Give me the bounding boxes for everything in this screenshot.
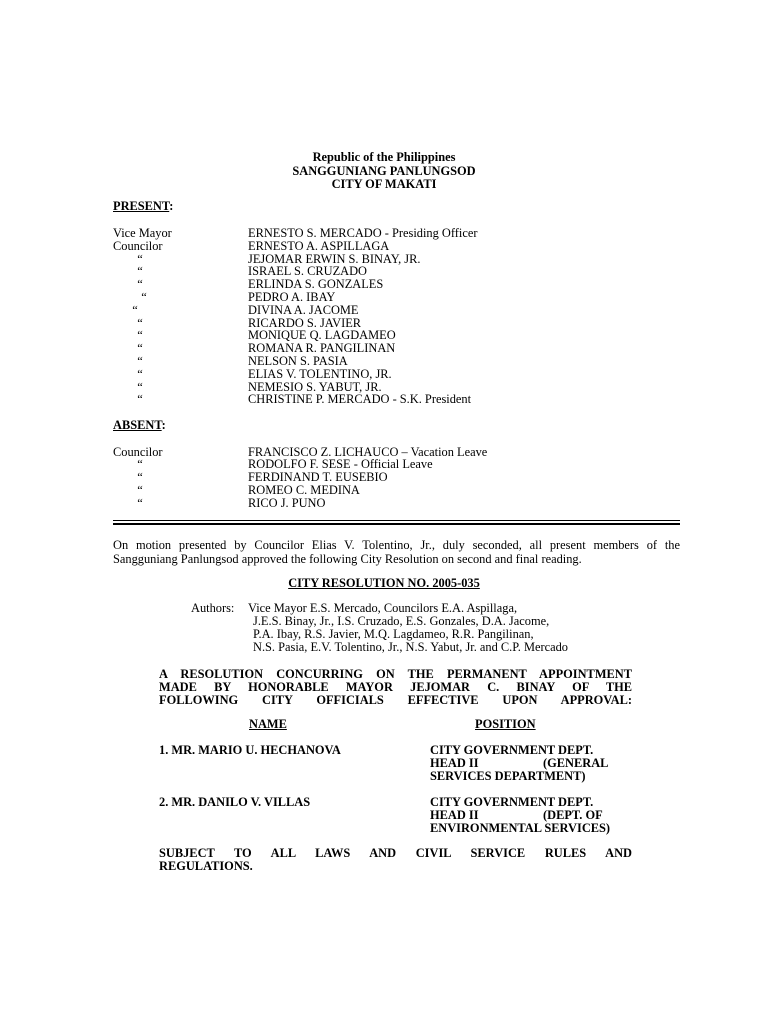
header-republic: Republic of the Philippines xyxy=(312,150,456,164)
absent-ditto: “ xyxy=(137,495,143,510)
subject-line-2: REGULATIONS. xyxy=(159,859,253,873)
position-line-3: ENVIRONMENTAL SERVICES) xyxy=(430,821,611,835)
present-name: ERLINDA S. GONZALES xyxy=(248,277,384,292)
absent-name: FERDINAND T. EUSEBIO xyxy=(248,470,388,485)
present-name: NELSON S. PASIA xyxy=(248,354,348,368)
motion-line-2: Sangguniang Panlungsod approved the following City Resolution on second and final reading. xyxy=(113,551,582,566)
present-ditto: “ xyxy=(137,392,143,407)
present-name: NEMESIO S. YABUT, JR. xyxy=(248,379,382,394)
present-ditto: “ xyxy=(137,341,143,356)
authors-line: P.A. Ibay, R.S. Javier, M.Q. Lagdameo, R.R. Pangilinan, xyxy=(253,627,534,641)
position-head: HEAD II xyxy=(430,808,479,822)
absent-name: ROMEO C. MEDINA xyxy=(248,482,360,497)
absent-heading-colon: : xyxy=(161,418,166,432)
position-line-2 xyxy=(430,809,635,822)
position-line-3: SERVICES DEPARTMENT) xyxy=(430,769,586,783)
appointee-position xyxy=(430,744,630,783)
subject-clause xyxy=(159,847,632,873)
present-role: Vice Mayor xyxy=(113,226,172,240)
absent-ditto: “ xyxy=(137,482,143,497)
present-role: Councilor xyxy=(113,238,163,253)
header-city: CITY OF MAKATI xyxy=(331,177,437,191)
position-dept: (GENERAL xyxy=(543,756,609,770)
appointee-position xyxy=(430,796,635,835)
absent-ditto: “ xyxy=(137,457,143,472)
present-ditto: “ xyxy=(141,290,147,304)
present-name: PEDRO A. IBAY xyxy=(248,290,336,304)
absent-heading-text: ABSENT xyxy=(113,418,162,432)
present-ditto: “ xyxy=(137,379,143,394)
present-ditto: “ xyxy=(137,328,143,343)
document-header xyxy=(0,151,768,192)
present-ditto: “ xyxy=(137,315,143,330)
present-ditto: “ xyxy=(137,366,143,381)
present-name: ROMANA R. PANGILINAN xyxy=(248,341,396,356)
name-column-header: NAME xyxy=(249,717,287,731)
present-ditto: “ xyxy=(137,354,143,368)
position-dept: (DEPT. OF xyxy=(543,808,603,822)
authors-label: Authors: xyxy=(191,601,235,615)
present-name: RICARDO S. JAVIER xyxy=(248,315,362,330)
resolution-title-line-3: FOLLOWING CITY OFFICIALS EFFECTIVE UPON APPROVAL: xyxy=(159,693,632,707)
present-ditto: “ xyxy=(137,264,143,279)
present-ditto: “ xyxy=(137,251,143,266)
resolution-title-line-2: MADE BY HONORABLE MAYOR JEJOMAR C. BINAY OF THE xyxy=(159,680,632,694)
position-head: HEAD II xyxy=(430,756,479,770)
present-name: ERNESTO A. ASPILLAGA xyxy=(248,238,390,253)
position-column-header: POSITION xyxy=(475,717,536,731)
present-name: CHRISTINE P. MERCADO - S.K. President xyxy=(248,392,472,407)
present-name: ELIAS V. TOLENTINO, JR. xyxy=(248,366,392,381)
resolution-title-line-1: A RESOLUTION CONCURRING ON THE PERMANENT APPOINTMENT xyxy=(159,667,632,681)
absent-ditto: “ xyxy=(137,470,143,485)
motion-line-1: On motion presented by Councilor Elias V. Tolentino, Jr., duly seconded, all present members of the xyxy=(113,538,680,552)
position-line-1: CITY GOVERNMENT DEPT. xyxy=(430,743,594,757)
present-heading-colon: : xyxy=(169,199,174,213)
present-heading-text: PRESENT xyxy=(113,199,170,213)
divider-rule-top xyxy=(113,520,680,521)
present-name: MONIQUE Q. LAGDAMEO xyxy=(248,328,396,343)
subject-line-1: SUBJECT TO ALL LAWS AND CIVIL SERVICE RULES AND xyxy=(159,846,632,860)
absent-role: Councilor xyxy=(113,444,163,459)
divider-rule-bottom xyxy=(113,523,680,525)
absent-heading xyxy=(113,419,166,432)
position-line-2 xyxy=(430,757,630,770)
appointee-name: 2. MR. DANILO V. VILLAS xyxy=(159,795,311,809)
resolution-number: CITY RESOLUTION NO. 2005-035 xyxy=(288,576,480,590)
motion-paragraph xyxy=(113,539,680,566)
present-name: DIVINA A. JACOME xyxy=(248,302,359,317)
absent-name: FRANCISCO Z. LICHAUCO – Vacation Leave xyxy=(248,444,488,459)
appointee-name: 1. MR. MARIO U. HECHANOVA xyxy=(159,743,341,757)
resolution-title xyxy=(159,668,632,707)
authors-line: Vice Mayor E.S. Mercado, Councilors E.A. Aspillaga, xyxy=(248,601,518,615)
present-ditto: “ xyxy=(132,302,138,317)
authors-line: N.S. Pasia, E.V. Tolentino, Jr., N.S. Yabut, Jr. and C.P. Mercado xyxy=(253,640,568,654)
present-ditto: “ xyxy=(137,277,143,292)
present-heading xyxy=(113,200,173,213)
authors-line: J.E.S. Binay, Jr., I.S. Cruzado, E.S. Gonzales, D.A. Jacome, xyxy=(253,614,550,628)
absent-name: RODOLFO F. SESE - Official Leave xyxy=(248,457,433,472)
absent-name: RICO J. PUNO xyxy=(248,495,326,510)
present-name: JEJOMAR ERWIN S. BINAY, JR. xyxy=(248,251,421,266)
present-name: ISRAEL S. CRUZADO xyxy=(248,264,367,279)
header-sangguniang: SANGGUNIANG PANLUNGSOD xyxy=(292,163,476,178)
position-line-1: CITY GOVERNMENT DEPT. xyxy=(430,795,594,809)
present-name: ERNESTO S. MERCADO - Presiding Officer xyxy=(248,226,478,240)
